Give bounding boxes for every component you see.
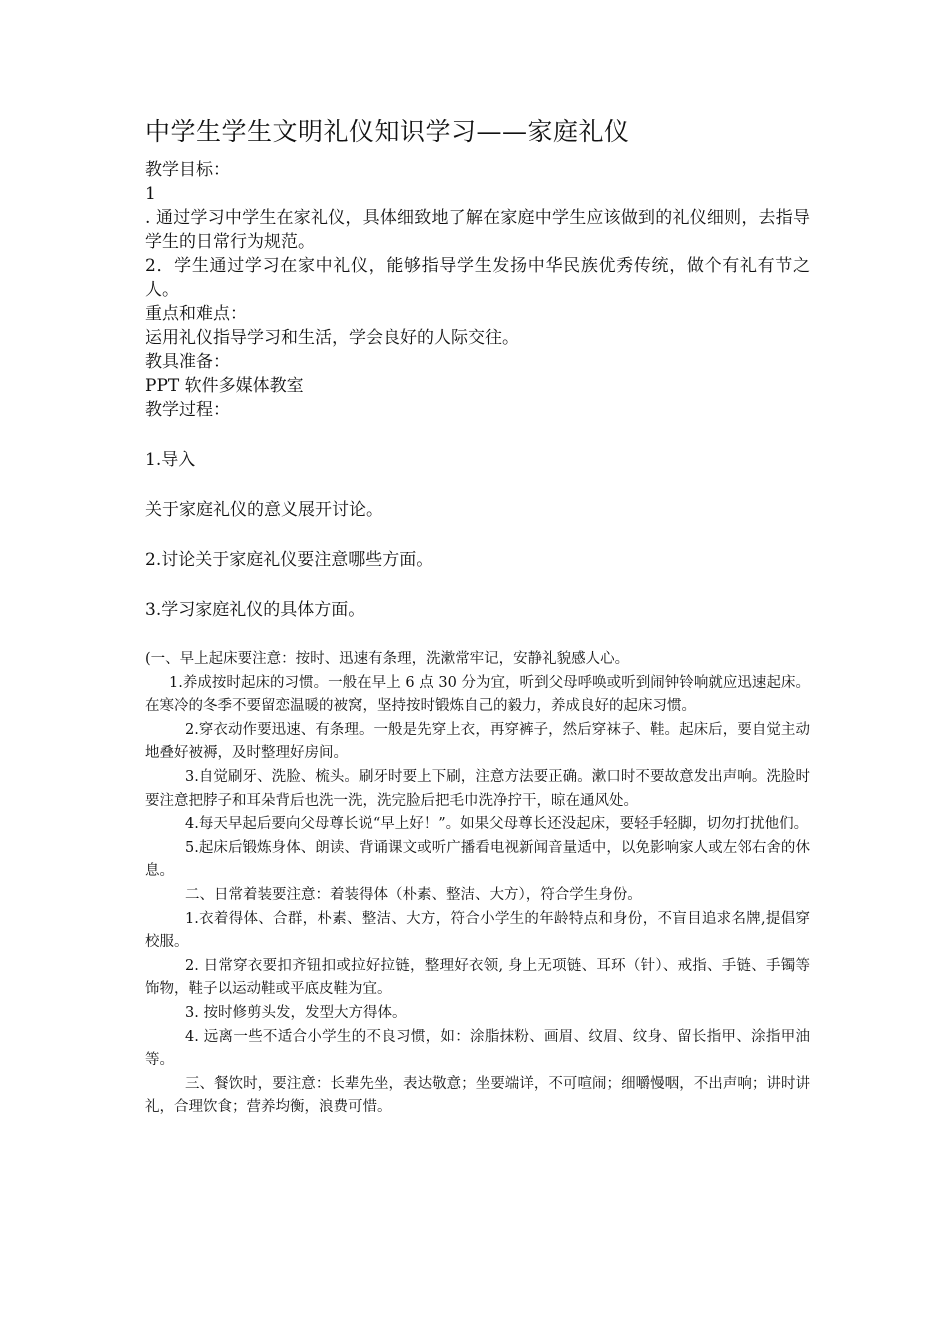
spacer	[145, 622, 810, 648]
spacer	[145, 522, 810, 548]
section2-item-4: 4. 远离一些不适合小学生的不良习惯，如：涂脂抹粉、画眉、纹眉、纹身、留长指甲、涂指甲油等。	[145, 1028, 810, 1069]
spacer	[145, 572, 810, 598]
goal1-number: 1	[145, 184, 156, 204]
process-heading: 教学过程：	[145, 400, 230, 420]
tools-text: PPT 软件多媒体教室	[145, 376, 304, 396]
goal1-text: . 通过学习中学生在家礼仪，具体细致地了解在家庭中学生应该做到的礼仪细则，去指导学生的日常行为规范。	[145, 208, 810, 252]
step-2: 2.讨论关于家庭礼仪要注意哪些方面。	[145, 550, 434, 570]
section1-item-5: 5.起床后锻炼身体、朗读、背诵课文或听广播看电视新闻音量适中，以免影响家人或左邻右舍的休息。	[145, 839, 810, 880]
goals-heading: 教学目标：	[145, 160, 230, 180]
section1-item-1: 1.养成按时起床的习惯。一般在早上 6 点 30 分为宜，听到父母呼唤或听到闹钟铃响就应迅速起床。在寒冷的冬季不要留恋温暖的被窝，坚持按时锻炼自己的毅力，养成良好的起床习惯。	[145, 674, 810, 715]
key-points-heading: 重点和难点：	[145, 304, 247, 324]
section1-heading: (一、早上起床要注意：按时、迅速有条理，洗漱常牢记，安静礼貌感人心。	[145, 651, 630, 667]
spacer	[145, 472, 810, 498]
step-3: 3.学习家庭礼仪的具体方面。	[145, 600, 366, 620]
section1-item-4: 4.每天早起后要向父母尊长说“早上好！”。如果父母尊长还没起床，要轻手轻脚，切勿打扰他们。	[185, 816, 809, 833]
key-points-text: 运用礼仪指导学习和生活，学会良好的人际交往。	[145, 328, 519, 348]
section3-heading: 三、餐饮时，要注意：长辈先坐，表达敬意；坐要端详，不可喧闹；细嚼慢咽，不出声响；讲时讲礼，合理饮食；营养均衡，浪费可惜。	[145, 1075, 810, 1116]
section2-item-3: 3. 按时修剪头发，发型大方得体。	[185, 1004, 407, 1021]
tools-heading: 教具准备：	[145, 352, 230, 372]
section2-item-1: 1.衣着得体、合群，朴素、整洁、大方，符合小学生的年龄特点和身份，不盲目追求名牌,提倡穿校服。	[145, 910, 810, 951]
section2-heading: 二、日常着装要注意：着装得体（朴素、整洁、大方），符合学生身份。	[185, 886, 642, 903]
step-1: 1.导入	[145, 450, 196, 470]
spacer	[145, 422, 810, 448]
document-title: 中学生学生文明礼仪知识学习——家庭礼仪	[145, 117, 630, 146]
section1-item-3: 3.自觉刷牙、洗脸、梳头。刷牙时要上下刷，注意方法要正确。漱口时不要故意发出声响。洗脸时要注意把脖子和耳朵背后也洗一洗，洗完脸后把毛巾洗净拧干，晾在通风处。	[145, 768, 810, 809]
step-1-detail: 关于家庭礼仪的意义展开讨论。	[145, 500, 383, 520]
goal2-text: 2．学生通过学习在家中礼仪，能够指导学生发扬中华民族优秀传统，做个有礼有节之人。	[145, 256, 810, 300]
document-page	[145, 112, 810, 1120]
section1-item-2: 2.穿衣动作要迅速、有条理。一般是先穿上衣，再穿裤子，然后穿袜子、鞋。起床后，要自觉主动地叠好被褥，及时整理好房间。	[145, 721, 810, 762]
section2-item-2: 2. 日常穿衣要扣齐钮扣或拉好拉链，整理好衣领, 身上无项链、耳环（针）、戒指、手链、手镯等饰物，鞋子以运动鞋或平底皮鞋为宜。	[145, 957, 810, 998]
